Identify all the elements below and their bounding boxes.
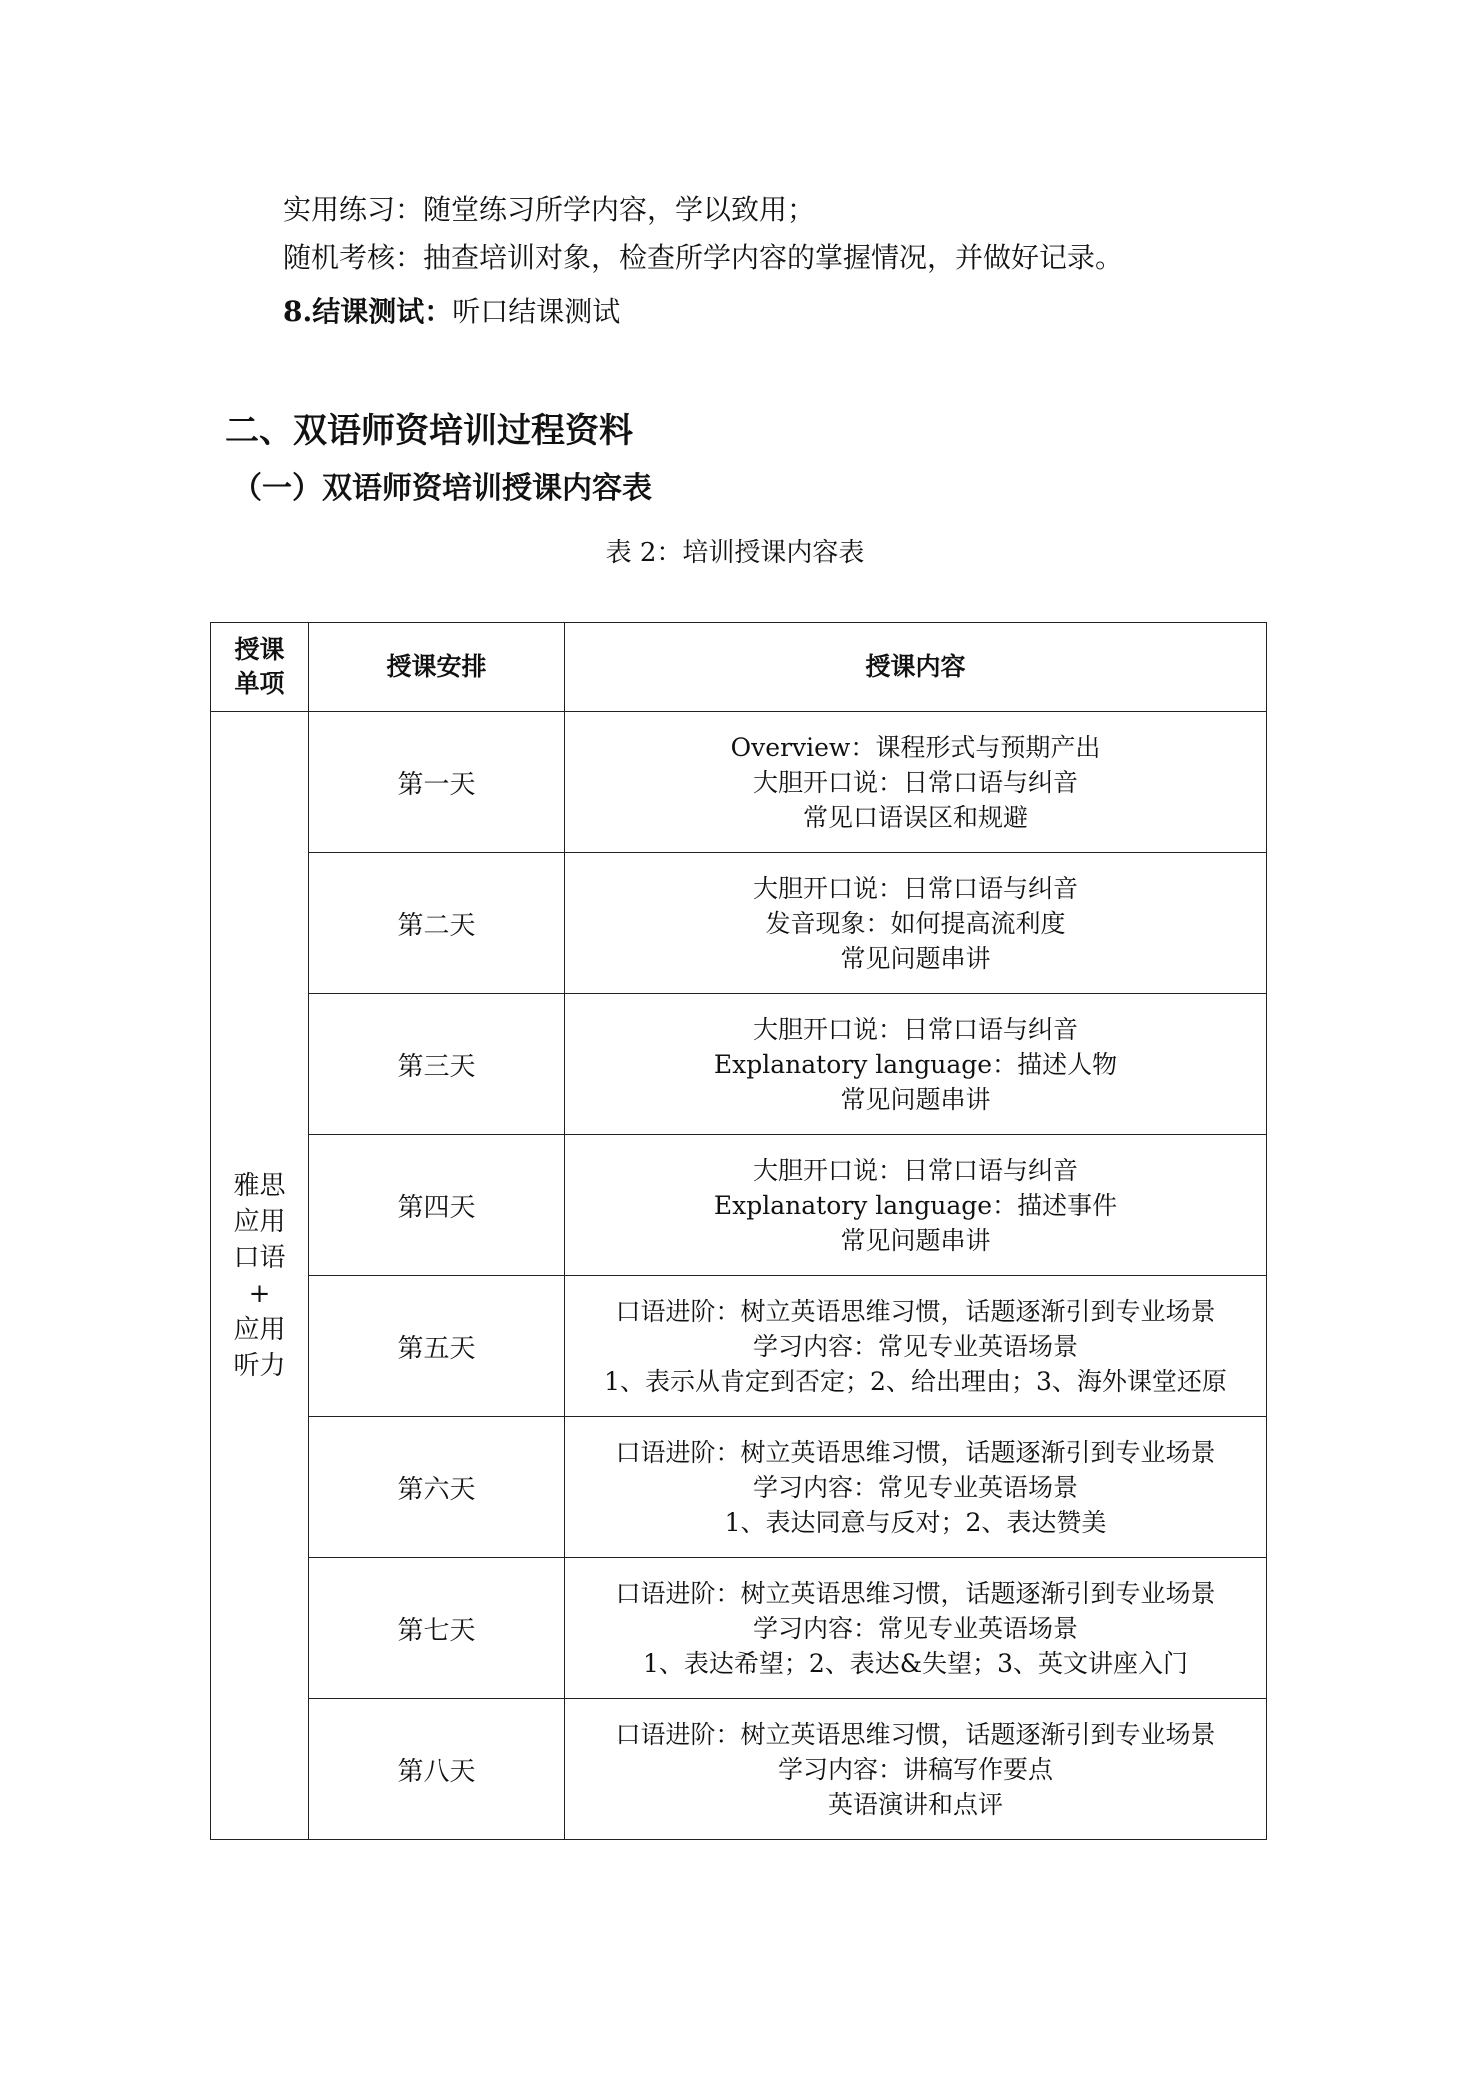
content-line: 1、表达希望；2、表达&失望；3、英文讲座入门 bbox=[643, 1648, 1188, 1678]
header-content: 授课内容 bbox=[565, 623, 1267, 712]
header-unit bbox=[211, 623, 309, 712]
content-line: 学习内容：常见专业英语场景 bbox=[752, 1331, 1078, 1361]
unit-line: 雅思 bbox=[233, 1170, 286, 1201]
check-paragraph: 随机考核：抽查培训对象，检查所学内容的掌握情况，并做好记录。 bbox=[283, 241, 1124, 274]
header-unit-line2: 单项 bbox=[234, 669, 285, 698]
day-cell: 第八天 bbox=[309, 1699, 565, 1840]
unit-line: 应用 bbox=[233, 1314, 286, 1345]
table-caption: 表 2：培训授课内容表 bbox=[605, 538, 865, 568]
content-line: 发音现象：如何提高流利度 bbox=[765, 908, 1066, 938]
content-cell bbox=[565, 1699, 1267, 1840]
day-cell: 第七天 bbox=[309, 1558, 565, 1699]
content-line: 口语进阶：树立英语思维习惯，话题逐渐引到专业场景 bbox=[615, 1296, 1216, 1326]
table-row bbox=[211, 1276, 1267, 1417]
unit-line: 听力 bbox=[233, 1350, 286, 1381]
table-row bbox=[211, 1417, 1267, 1558]
table-row bbox=[211, 712, 1267, 853]
table-row bbox=[211, 853, 1267, 994]
final-test-paragraph bbox=[283, 292, 620, 332]
content-line: 常见问题串讲 bbox=[840, 943, 991, 973]
course-content-table bbox=[210, 622, 1267, 1840]
content-line: 常见问题串讲 bbox=[840, 1225, 991, 1255]
table-row bbox=[211, 1135, 1267, 1276]
content-line: 英语演讲和点评 bbox=[827, 1789, 1003, 1819]
content-line: 学习内容：讲稿写作要点 bbox=[777, 1754, 1053, 1784]
day-cell: 第二天 bbox=[309, 853, 565, 994]
content-line: 大胆开口说：日常口语与纠音 bbox=[752, 1014, 1078, 1044]
content-cell bbox=[565, 1276, 1267, 1417]
content-line: 大胆开口说：日常口语与纠音 bbox=[752, 767, 1078, 797]
content-line: Explanatory language：描述事件 bbox=[713, 1190, 1118, 1220]
content-line: 常见口语误区和规避 bbox=[802, 802, 1028, 832]
day-cell: 第四天 bbox=[309, 1135, 565, 1276]
unit-line: 应用 bbox=[233, 1206, 286, 1237]
unit-line: 口语 bbox=[233, 1242, 286, 1273]
day-cell: 第六天 bbox=[309, 1417, 565, 1558]
content-line: 口语进阶：树立英语思维习惯，话题逐渐引到专业场景 bbox=[615, 1719, 1216, 1749]
content-line: Overview：课程形式与预期产出 bbox=[730, 732, 1101, 762]
content-line: 口语进阶：树立英语思维习惯，话题逐渐引到专业场景 bbox=[615, 1578, 1216, 1608]
table-row bbox=[211, 1699, 1267, 1840]
header-schedule: 授课安排 bbox=[309, 623, 565, 712]
content-line: 学习内容：常见专业英语场景 bbox=[752, 1613, 1078, 1643]
content-cell bbox=[565, 1558, 1267, 1699]
content-cell bbox=[565, 1417, 1267, 1558]
content-line: 口语进阶：树立英语思维习惯，话题逐渐引到专业场景 bbox=[615, 1437, 1216, 1467]
content-line: 学习内容：常见专业英语场景 bbox=[752, 1472, 1078, 1502]
header-unit-line1: 授课 bbox=[234, 635, 285, 664]
section-title: 二、双语师资培训过程资料 bbox=[225, 411, 633, 451]
content-line: 1、表示从肯定到否定；2、给出理由；3、海外课堂还原 bbox=[604, 1366, 1227, 1396]
content-cell bbox=[565, 1135, 1267, 1276]
content-line: Explanatory language：描述人物 bbox=[713, 1049, 1118, 1079]
content-cell bbox=[565, 853, 1267, 994]
unit-line: + bbox=[248, 1278, 271, 1309]
day-cell: 第五天 bbox=[309, 1276, 565, 1417]
final-test-text: 听口结课测试 bbox=[452, 295, 621, 328]
table-row bbox=[211, 994, 1267, 1135]
day-cell: 第三天 bbox=[309, 994, 565, 1135]
content-line: 常见问题串讲 bbox=[840, 1084, 991, 1114]
content-cell bbox=[565, 712, 1267, 853]
content-line: 1、表达同意与反对；2、表达赞美 bbox=[724, 1507, 1107, 1537]
subsection-title: （一）双语师资培训授课内容表 bbox=[232, 471, 652, 506]
content-cell bbox=[565, 994, 1267, 1135]
practice-paragraph: 实用练习：随堂练习所学内容，学以致用； bbox=[283, 193, 816, 226]
final-test-label: 8.结课测试： bbox=[283, 295, 453, 328]
table-header-row bbox=[211, 623, 1267, 712]
day-cell: 第一天 bbox=[309, 712, 565, 853]
table-row bbox=[211, 1558, 1267, 1699]
unit-cell bbox=[211, 712, 309, 1840]
content-line: 大胆开口说：日常口语与纠音 bbox=[752, 873, 1078, 903]
content-line: 大胆开口说：日常口语与纠音 bbox=[752, 1155, 1078, 1185]
